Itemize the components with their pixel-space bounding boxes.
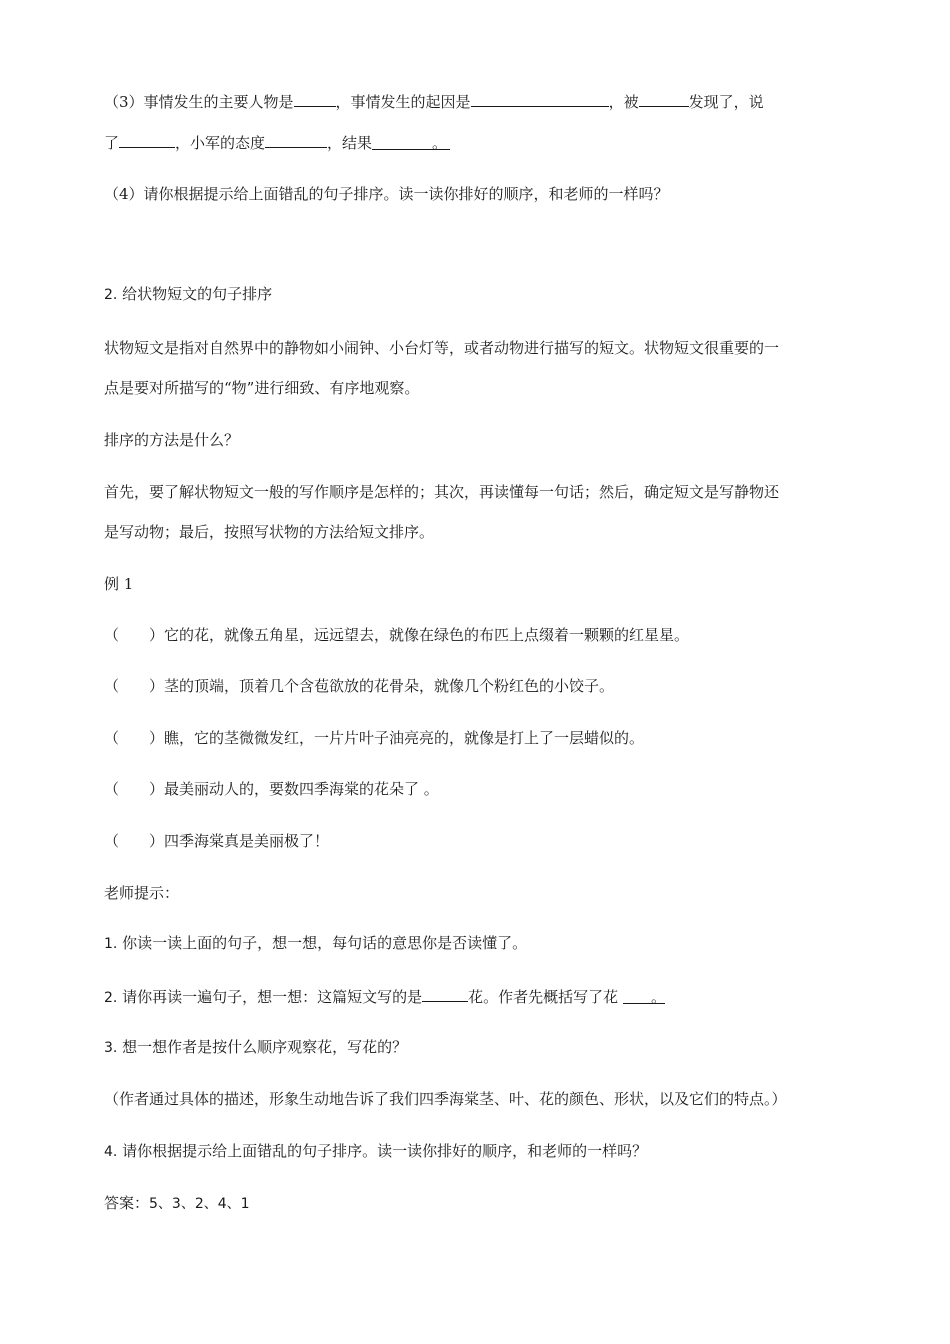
hint-2-text-1: 请你再读一遍句子，想一想：这篇短文写的是 — [122, 988, 423, 1006]
blank-discovered-by[interactable] — [639, 90, 689, 107]
sentence-1: （ ）它的花，就像五角星，远远望去，就像在绿色的布匹上点缀着一颗颗的红星星。 — [104, 626, 690, 644]
question-3-line-1 — [104, 90, 764, 112]
hint-4-text: 请你根据提示给上面错乱的句子排序。读一读你排好的顺序，和老师的一样吗？ — [122, 1142, 648, 1160]
intro-line-2: 点是要对所描写的“物”进行细致、有序地观察。 — [104, 379, 420, 397]
hint-2-text-3: 。 — [650, 988, 666, 1006]
section-2-number: 2. — [104, 287, 118, 303]
q3-text-1: （3）事情发生的主要人物是 — [104, 93, 294, 111]
q3-text-6: ，小军的态度 — [175, 134, 266, 152]
blank-main-character[interactable] — [294, 90, 336, 107]
method-line-1: 首先，要了解状物短文一般的写作顺序是怎样的；其次，再读懂每一句话；然后，确定短文是写静物还 — [104, 483, 780, 501]
hint-3-note: （作者通过具体的描述，形象生动地告诉了我们四季海棠茎、叶、花的颜色、形状，以及它们的特点。） — [104, 1090, 787, 1108]
section-2-heading — [104, 284, 272, 305]
sentence-4: （ ）最美丽动人的，要数四季海棠的花朵了 。 — [104, 780, 439, 798]
hint-2-number: 2. — [104, 990, 118, 1006]
q3-text-7: ，结果 — [327, 134, 373, 152]
q3-text-4: 发现了，说 — [688, 93, 764, 111]
blank-attitude[interactable] — [265, 131, 327, 148]
q3-text-2: ，事情发生的起因是 — [335, 93, 471, 111]
method-line-2: 是写动物；最后，按照写状物的方法给短文排序。 — [104, 523, 435, 541]
hint-1-text: 你读一读上面的句子，想一想，每句话的意思你是否读懂了。 — [122, 934, 528, 952]
intro-line-1: 状物短文是指对自然界中的静物如小闹钟、小台灯等，或者动物进行描写的短文。状物短文很重要的一 — [104, 339, 780, 357]
blank-result[interactable] — [372, 133, 450, 150]
q3-text-5: 了 — [104, 134, 120, 152]
q3-text-3: ，被 — [608, 93, 639, 111]
blank-flower-summary[interactable] — [623, 987, 665, 1004]
hint-4-number: 4. — [104, 1144, 118, 1160]
sentence-3: （ ）瞧，它的茎微微发红，一片片叶子油亮亮的，就像是打上了一层蜡似的。 — [104, 729, 645, 747]
example-title: 例 1 — [104, 575, 134, 593]
hint-4 — [104, 1141, 647, 1162]
question-3-line-2 — [104, 131, 450, 153]
blank-flower-name[interactable] — [422, 985, 468, 1002]
blank-said[interactable] — [119, 131, 175, 148]
sentence-5: （ ）四季海棠真是美丽极了！ — [104, 832, 330, 850]
hint-2 — [104, 985, 665, 1008]
answer-label: 答案： — [104, 1194, 150, 1212]
answer-value: 5、3、2、4、1 — [149, 1196, 250, 1212]
question-4: （4）请你根据提示给上面错乱的句子排序。读一读你排好的顺序，和老师的一样吗？ — [104, 185, 669, 203]
answer — [104, 1193, 250, 1214]
sentence-2: （ ）茎的顶端，顶着几个含苞欲放的花骨朵，就像几个粉红色的小饺子。 — [104, 677, 615, 695]
teacher-hint-heading: 老师提示： — [104, 884, 180, 902]
section-2-title: 给状物短文的句子排序 — [122, 285, 273, 303]
hint-3 — [104, 1037, 407, 1058]
q3-text-8: 。 — [432, 134, 448, 152]
hint-1 — [104, 933, 527, 954]
blank-cause[interactable] — [471, 90, 609, 107]
method-question: 排序的方法是什么？ — [104, 431, 240, 449]
hint-2-text-2: 花。作者先概括写了花 — [468, 988, 619, 1006]
hint-3-text: 想一想作者是按什么顺序观察花，写花的？ — [122, 1038, 408, 1056]
hint-1-number: 1. — [104, 936, 118, 952]
hint-3-number: 3. — [104, 1040, 118, 1056]
